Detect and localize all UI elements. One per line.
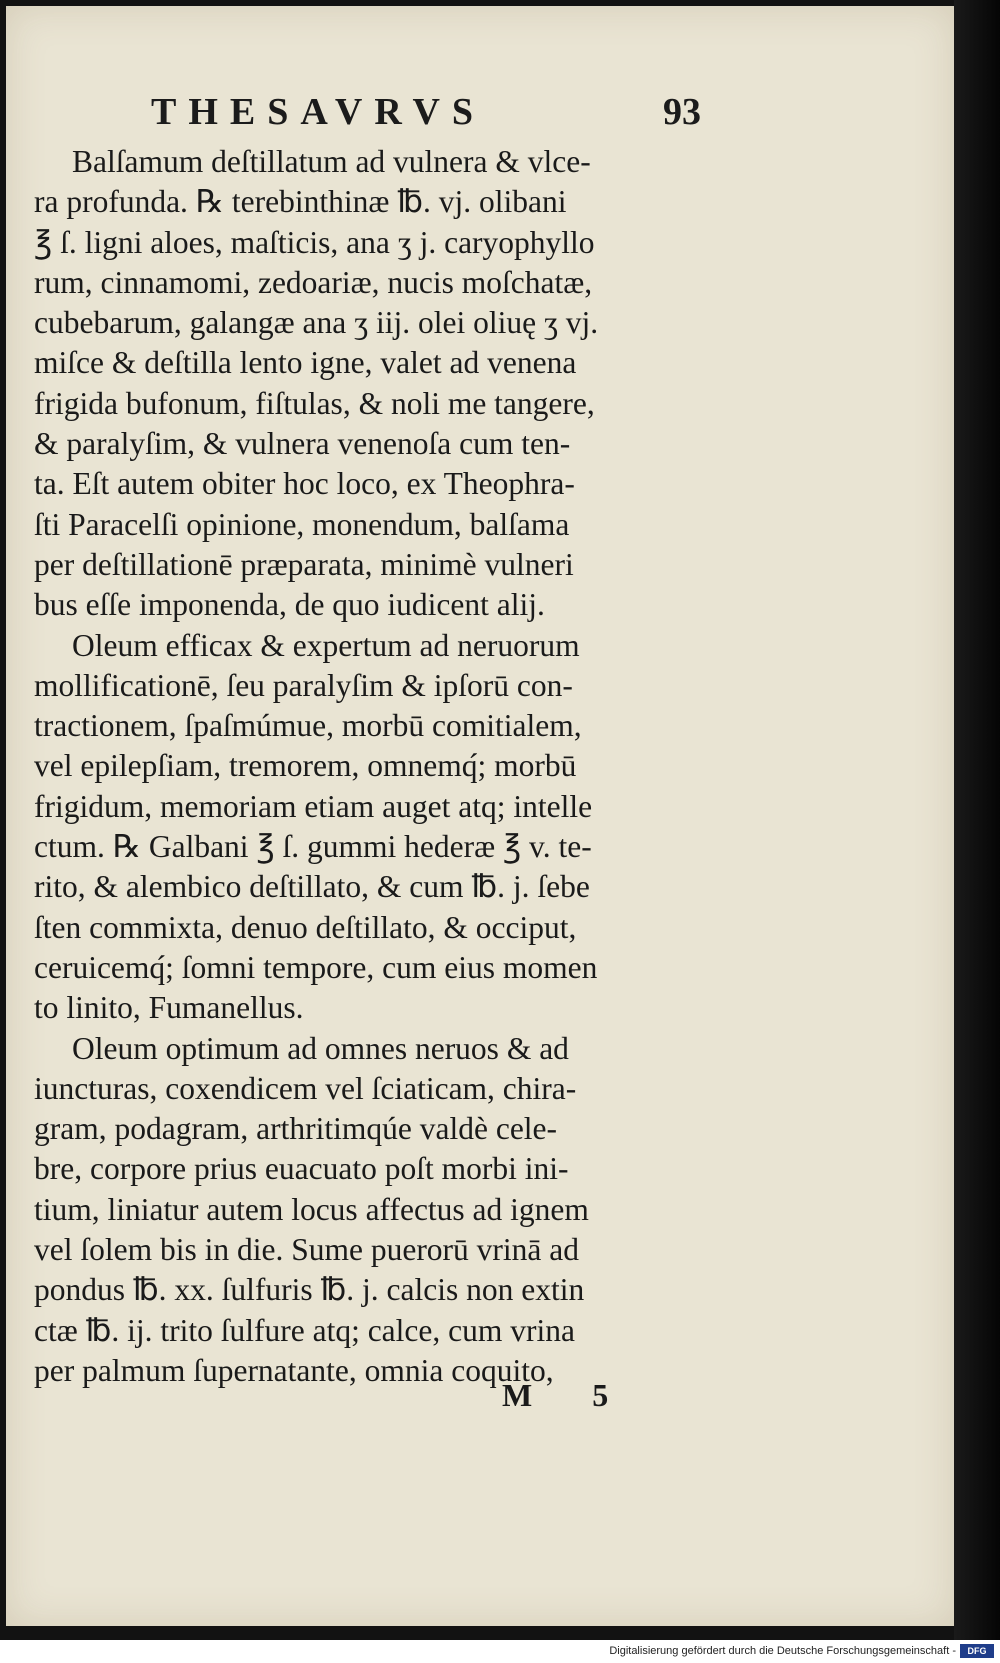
text-line: ceruicemq́; ſomni tempore, cum eius momen <box>34 949 598 985</box>
text-line: rum, cinnamomi, zedoariæ, nucis moſchatæ, <box>34 264 593 300</box>
text-line: frigidum, memoriam etiam auget atq; intelle <box>34 788 593 824</box>
text-line: ctæ ℔. ij. trito ſulfure atq; calce, cum vrina <box>34 1312 575 1348</box>
text-line: Balſamum deſtillatum ad vulnera & vlce- <box>72 144 591 179</box>
text-line: ſti Paracelſi opinione, monendum, balſama <box>34 506 570 542</box>
text-line: frigida bufonum, fiſtulas, & noli me tangere, <box>34 385 595 421</box>
dfg-logo: DFG <box>960 1644 994 1658</box>
text-line: per palmum ſupernatante, omnia coquito, <box>34 1352 554 1388</box>
text-line: mollificationē, ſeu paralyſim & ipſorū con- <box>34 667 573 703</box>
footer-bar <box>0 1640 1000 1663</box>
book-page <box>6 6 957 1626</box>
text-line: ta. Eſt autem obiter hoc loco, ex Theophra- <box>34 466 575 502</box>
text-line: ra profunda. ℞ terebinthinæ ℔. vj. olibani <box>34 184 567 220</box>
text-line: bus eſſe imponenda, de quo iudicent alij. <box>34 587 545 623</box>
text-line: cubebarum, galangæ ana ʒ iij. olei oliuę ʒ vj. <box>34 305 599 341</box>
text-line: gram, podagram, arthritimqúe valdè cele- <box>34 1111 558 1147</box>
text-line: & paralyſim, & vulnera venenoſa cum ten- <box>34 426 571 462</box>
text-line: miſce & deſtilla lento igne, valet ad venena <box>34 345 577 381</box>
page-number: 93 <box>663 91 701 133</box>
text-line: rito, & alembico deſtillato, & cum ℔. j. ſebe <box>34 869 590 905</box>
text-line: tractionem, ſpaſmúmue, morbū comitialem, <box>34 708 582 744</box>
text-line: Oleum optimum ad omnes neruos & ad <box>72 1030 569 1066</box>
text-line: per deſtillationē præparata, minimè vulneri <box>34 546 574 582</box>
body-text <box>34 142 724 1391</box>
text-line: pondus ℔. xx. ſulfuris ℔. j. calcis non extin <box>34 1272 585 1308</box>
text-line: ℥ ſ. ligni aloes, maſticis, ana ʒ j. caryophyllo <box>34 224 595 260</box>
text-line: ſten commixta, denuo deſtillato, & occiput, <box>34 909 577 945</box>
text-line: ctum. ℞ Galbani ℥ ſ. gummi hederæ ℥ v. te- <box>34 829 592 865</box>
text-line: vel epilepſiam, tremorem, omnemq́; morbū <box>34 748 577 784</box>
running-title: THESAVRVS <box>151 91 486 133</box>
text-line: bre, corpore prius euacuato poſt morbi ini- <box>34 1151 569 1187</box>
text-line: tium, liniatur autem locus affectus ad ignem <box>34 1191 589 1227</box>
text-line: to linito, Fumanellus. <box>34 990 304 1026</box>
text-line: iuncturas, coxendicem vel ſciaticam, chira- <box>34 1070 577 1106</box>
signature-mark: M 5 <box>502 1377 635 1413</box>
text-line: vel ſolem bis in die. Sume puerorū vrinā ad <box>34 1232 580 1268</box>
page-header <box>151 90 701 138</box>
text-line: Oleum efficax & expertum ad neruorum <box>72 627 580 663</box>
book-edge <box>954 0 1000 1640</box>
funding-notice: Digitalisierung gefördert durch die Deutsche Forschungsgemeinschaft - <box>609 1645 956 1657</box>
